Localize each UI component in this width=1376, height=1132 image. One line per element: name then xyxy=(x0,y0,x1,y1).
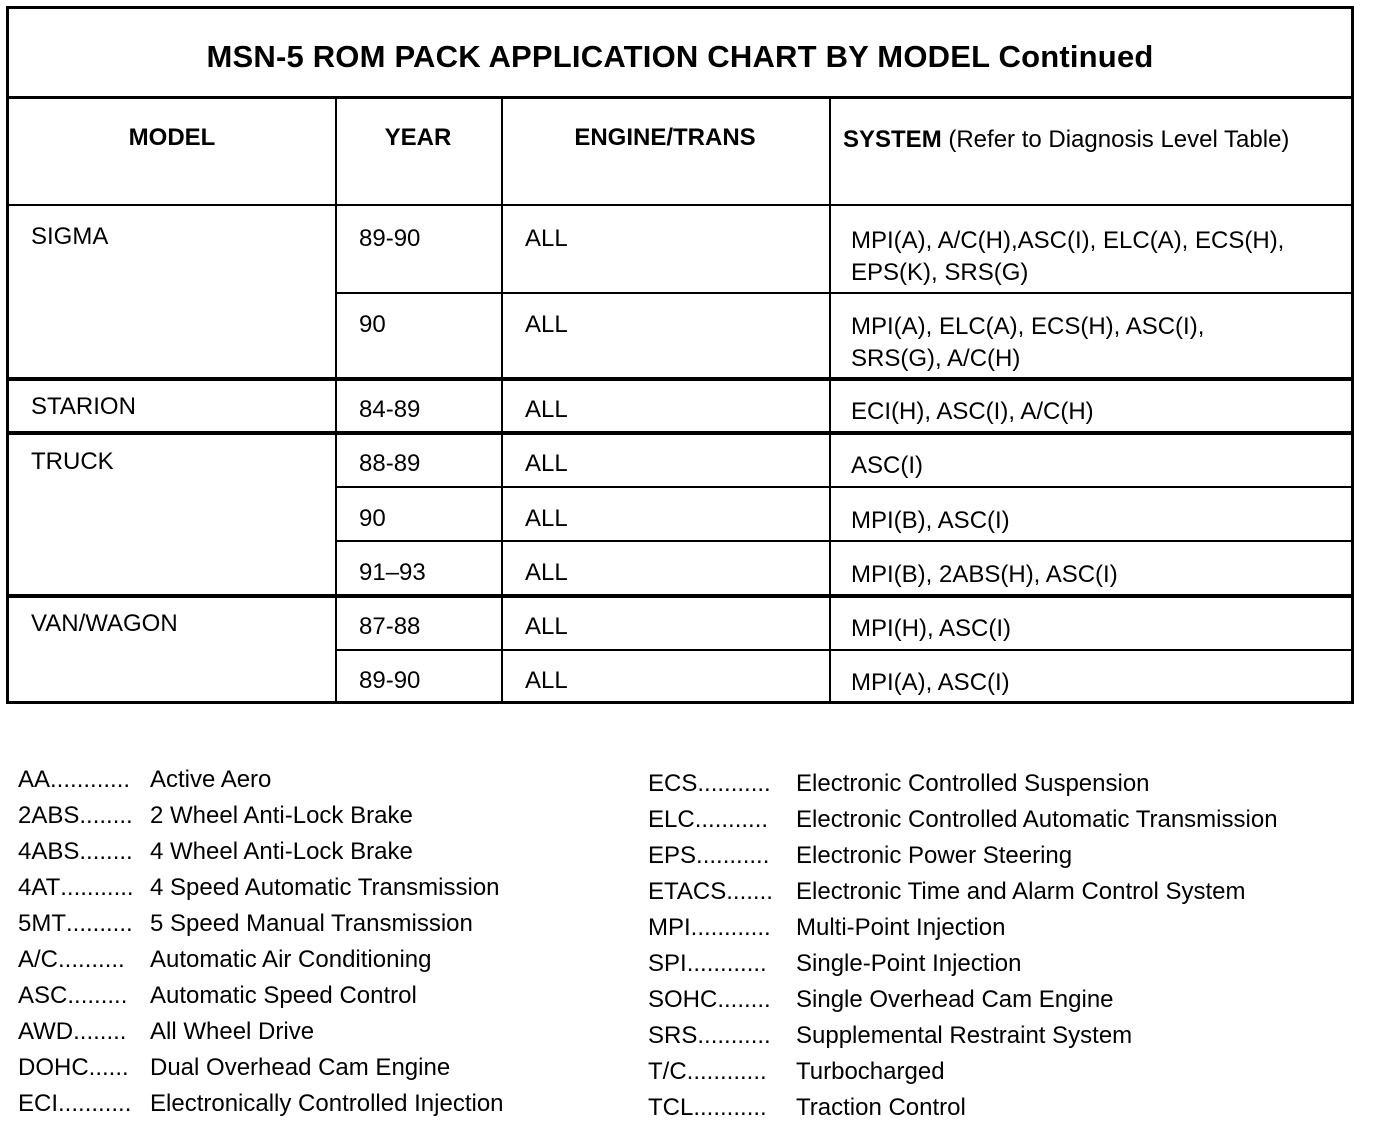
legend-item: TCL........... Traction Control xyxy=(648,1094,966,1121)
column-divider-year xyxy=(501,99,503,701)
system-cell: ECI(H), ASC(I), A/C(H) xyxy=(851,398,1094,425)
legend-item: ELC........... Electronic Controlled Automatic Transmission xyxy=(648,806,1278,833)
year-cell: 87-88 xyxy=(359,613,421,640)
engine-cell: ALL xyxy=(525,311,568,338)
year-cell: 84-89 xyxy=(359,396,421,423)
legend-item: DOHC...... Dual Overhead Cam Engine xyxy=(18,1054,451,1081)
legend-item: A/C.......... Automatic Air Conditioning xyxy=(18,946,432,973)
engine-cell: ALL xyxy=(525,613,568,640)
legend-item: AWD........ All Wheel Drive xyxy=(18,1018,315,1045)
engine-cell: ALL xyxy=(525,396,568,423)
year-cell: 89-90 xyxy=(359,667,421,694)
legend-item: AA............ Active Aero xyxy=(18,766,272,793)
truck-row-divider-2 xyxy=(335,540,1351,542)
year-cell: 88-89 xyxy=(359,450,421,477)
system-cell: MPI(A), ASC(I) xyxy=(851,669,1010,696)
legend-item: ETACS....... Electronic Time and Alarm Control System xyxy=(648,878,1246,905)
legend-item: ECI........... Electronically Controlled Injection xyxy=(18,1090,504,1117)
engine-cell: ALL xyxy=(525,450,568,477)
abbreviation-legend-left xyxy=(18,762,618,1122)
header-system xyxy=(843,125,1289,155)
legend-item: EPS........... Electronic Power Steering xyxy=(648,842,1073,869)
legend-item: MPI............ Multi-Point Injection xyxy=(648,914,1006,941)
legend-item: SPI............ Single-Point Injection xyxy=(648,950,1022,977)
legend-item: 4AT........... 4 Speed Automatic Transmission xyxy=(18,874,500,901)
starion-group-divider xyxy=(9,431,1351,435)
model-sigma: SIGMA xyxy=(31,223,109,250)
system-line: MPI(A), A/C(H),ASC(I), ELC(A), ECS(H), xyxy=(851,227,1285,254)
legend-item: SOHC........ Single Overhead Cam Engine xyxy=(648,986,1114,1013)
legend-item: 2ABS........ 2 Wheel Anti-Lock Brake xyxy=(18,802,413,829)
system-line: MPI(A), ELC(A), ECS(H), ASC(I), xyxy=(851,313,1205,340)
engine-cell: ALL xyxy=(525,559,568,586)
header-year: YEAR xyxy=(384,124,452,151)
header-system-label: SYSTEM xyxy=(843,126,942,153)
legend-item: 5MT.......... 5 Speed Manual Transmission xyxy=(18,910,473,937)
system-line: EPS(K), SRS(G) xyxy=(851,259,1029,286)
legend-item: ASC......... Automatic Speed Control xyxy=(18,982,417,1009)
header-bottom-line xyxy=(9,204,1351,206)
engine-cell: ALL xyxy=(525,505,568,532)
header-model: MODEL xyxy=(128,124,216,151)
year-cell: 91–93 xyxy=(359,559,426,586)
vanwagon-row-divider xyxy=(335,649,1351,651)
system-line: SRS(G), A/C(H) xyxy=(851,345,1021,372)
sigma-row-divider xyxy=(335,292,1351,294)
chart-title: MSN-5 ROM PACK APPLICATION CHART BY MODEL Continued xyxy=(9,9,1351,99)
system-cell: MPI(B), 2ABS(H), ASC(I) xyxy=(851,561,1118,588)
year-cell: 90 xyxy=(359,505,386,532)
model-starion: STARION xyxy=(31,393,136,420)
abbreviation-legend-right xyxy=(648,766,1368,1126)
legend-item: T/C............ Turbocharged xyxy=(648,1058,945,1085)
system-cell: MPI(B), ASC(I) xyxy=(851,507,1010,534)
truck-row-divider-1 xyxy=(335,486,1351,488)
model-truck: TRUCK xyxy=(31,448,114,475)
application-chart-table xyxy=(6,6,1354,704)
year-cell: 90 xyxy=(359,311,386,338)
system-cell: ASC(I) xyxy=(851,452,923,479)
column-divider-model xyxy=(335,99,337,701)
column-divider-engine xyxy=(829,99,831,701)
model-van-wagon: VAN/WAGON xyxy=(31,610,178,637)
truck-group-divider xyxy=(9,594,1351,598)
year-cell: 89-90 xyxy=(359,225,421,252)
header-system-note: (Refer to Diagnosis Level Table) xyxy=(948,126,1290,153)
engine-cell: ALL xyxy=(525,667,568,694)
system-cell xyxy=(851,311,1204,375)
header-engine-trans: ENGINE/TRANS xyxy=(574,124,756,151)
legend-item: 4ABS........ 4 Wheel Anti-Lock Brake xyxy=(18,838,413,865)
legend-item: SRS........... Supplemental Restraint System xyxy=(648,1022,1133,1049)
engine-cell: ALL xyxy=(525,225,568,252)
sigma-group-divider xyxy=(9,377,1351,381)
system-cell xyxy=(851,225,1284,289)
system-cell: MPI(H), ASC(I) xyxy=(851,615,1011,642)
legend-item: ECS........... Electronic Controlled Suspension xyxy=(648,770,1150,797)
